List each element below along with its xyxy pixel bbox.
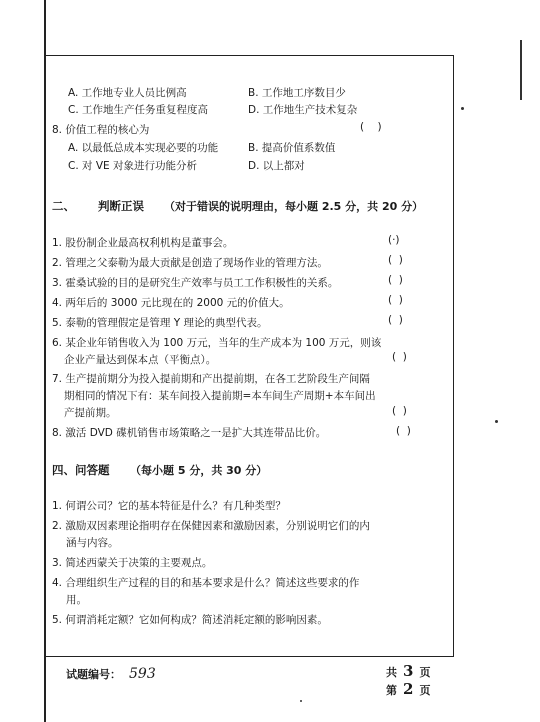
exam-code-value: 593 [129,666,156,682]
judge-paren-6: ( ) [392,351,407,363]
section4-note: （每小题 5 分，共 30 分） [130,464,268,477]
judge-paren-5: ( ) [388,314,403,326]
qa-item-5: 5. 何谓消耗定额？它如何构成？简述消耗定额的影响因素。 [52,614,328,626]
judge-item-2: 2. 管理之父泰勒为最大贡献是创造了现场作业的管理方法。 [52,257,328,269]
qa-item-4: 4. 合理组织生产过程的目的和基本要求是什么？简述这些要求的作 [52,577,360,589]
section4-title: 四、问答题 [52,463,110,477]
q7-option-b: B. 工作地工序数目少 [248,87,346,99]
q8-option-b: B. 提高价值系数值 [248,142,336,154]
q8-answer-paren: ( ) [360,121,382,133]
q8-option-c: C. 对 VE 对象进行功能分析 [68,160,197,172]
section2-title: 判断正误 [98,199,144,213]
right-edge-mark [520,40,530,100]
qa-item-1: 1. 何谓公司？它的基本特征是什么？有几种类型？ [52,500,286,512]
judge-paren-2: ( ) [388,254,403,266]
qa-item-3: 3. 简述西蒙关于决策的主要观点。 [52,557,213,569]
judge-item-6: 6. 某企业年销售收入为 100 万元，当年的生产成本为 100 万元，则该 [52,337,382,349]
current-page-number: 2 [403,680,414,698]
judge-paren-1: (·) [388,234,400,246]
q8-stem: 8. 价值工程的核心为 [52,124,150,136]
judge-item-1: 1. 股份制企业最高权利机构是董事会。 [52,237,234,249]
judge-paren-8: ( ) [396,425,411,437]
current-page [386,680,430,698]
q8-option-a: A. 以最低总成本实现必要的功能 [68,142,219,154]
judge-paren-3: ( ) [388,274,403,286]
judge-item-7-cont: 期相同的情况下有：某车间投入提前期=本车间生产周期+本车间出 [64,390,376,402]
exam-code [66,666,156,682]
q7-option-c: C. 工作地生产任务重复程度高 [68,104,209,116]
judge-item-7: 7. 生产提前期分为投入提前期和产出提前期，在各工艺阶段生产间隔 [52,373,370,385]
total-pages-pre: 共 [386,666,397,679]
total-pages-post: 页 [419,666,431,679]
judge-paren-7: ( ) [392,405,407,417]
section2-number: 二、 [52,199,75,213]
qa-item-2: 2. 激励双因素理论指明存在保健因素和激励因素，分别说明它们的内 [52,520,370,532]
q7-option-d: D. 工作地生产技术复杂 [248,104,358,116]
judge-paren-4: ( ) [388,294,403,306]
qa-item-4-cont: 用。 [66,594,87,606]
judge-item-5: 5. 泰勒的管理假定是管理 Y 理论的典型代表。 [52,317,268,329]
q8-option-d: D. 以上都对 [248,160,305,172]
total-pages-number: 3 [403,662,414,680]
judge-item-4: 4. 两年后的 3000 元比现在的 2000 元的价值大。 [52,297,290,309]
scan-speck [300,700,302,702]
total-pages [386,662,430,680]
qa-item-2-cont: 涵与内容。 [66,537,119,549]
scan-speck [461,107,464,110]
current-page-pre: 第 [386,684,397,697]
judge-item-7-cont2: 产提前期。 [64,407,117,419]
section2-note: （对于错误的说明理由，每小题 2.5 分，共 20 分） [164,200,424,213]
scan-speck [495,420,498,423]
exam-code-label: 试题编号： [66,668,121,681]
judge-item-3: 3. 霍桑试验的目的是研究生产效率与员工工作积极性的关系。 [52,277,339,289]
current-page-post: 页 [419,684,431,697]
judge-item-6-cont: 企业产量达到保本点（平衡点）。 [64,354,217,366]
q7-option-a: A. 工作地专业人员比例高 [68,87,187,99]
judge-item-8: 8. 激活 DVD 碟机销售市场策略之一是扩大其连带品比价。 [52,427,327,439]
